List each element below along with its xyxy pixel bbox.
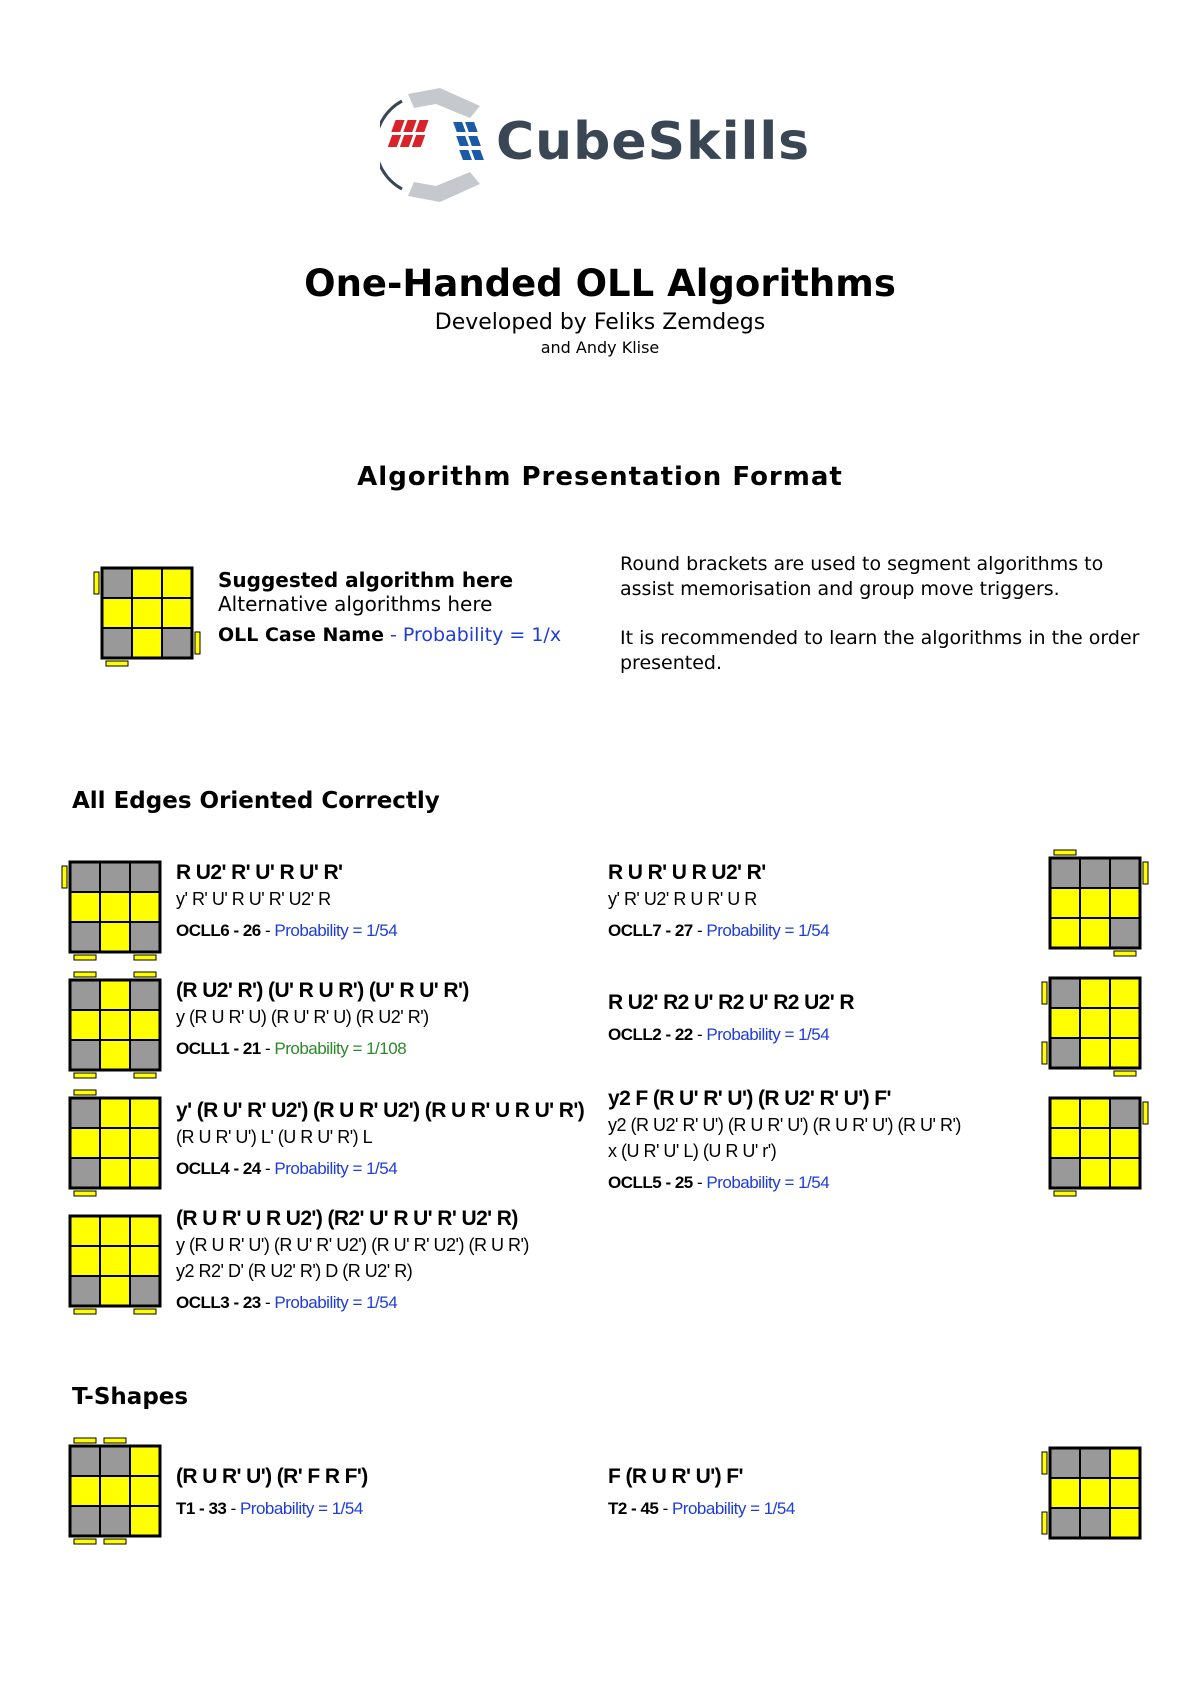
alg-alt: y (R U R' U) (R U' R' U) (R U2' R'): [176, 1007, 429, 1027]
alg-ocll6: [176, 860, 397, 944]
ocll7-diagram: [1036, 848, 1154, 960]
sticker-yellow: [100, 1040, 130, 1070]
alg-main: R U2' R' U' R U' R': [176, 861, 343, 884]
side-sticker-yellow: [62, 866, 67, 888]
sticker-yellow: [1110, 1038, 1140, 1068]
sticker-yellow: [100, 1216, 130, 1246]
page-subtitle-authors: and Andy Klise: [540, 338, 660, 357]
sticker-gray: [70, 862, 100, 892]
side-sticker-yellow: [104, 1438, 126, 1443]
alg-case-name: OCLL6 - 26: [176, 921, 261, 940]
alg-main: y2 F (R U' R' U') (R U2' R' U') F': [608, 1087, 891, 1110]
sticker-yellow: [130, 1098, 160, 1128]
logo-wordmark: CubeSkills: [496, 112, 811, 172]
alg-main: (R U R' U R U2') (R2' U' R U' R' U2' R): [176, 1207, 518, 1230]
alg-case-line: OCLL2 - 22 - Probability = 1/54: [608, 1025, 830, 1044]
alg-case-name: OCLL3 - 23: [176, 1293, 261, 1312]
sticker-gray: [70, 1158, 100, 1188]
alg-main: (R U R' U') (R' F R F'): [176, 1465, 368, 1488]
sticker-yellow: [1110, 888, 1140, 918]
sticker-yellow: [100, 1246, 130, 1276]
sticker-yellow: [100, 892, 130, 922]
sticker-gray: [1080, 858, 1110, 888]
section-tshapes-heading: T-Shapes: [72, 1384, 189, 1410]
ocll1-diagram: [56, 970, 174, 1082]
alg-alt: x (U R' U' L) (U R U' r'): [608, 1141, 777, 1161]
alg-ocll2: [608, 990, 854, 1048]
sticker-yellow: [130, 1128, 160, 1158]
alg-t1: [176, 1464, 368, 1522]
sticker-gray: [1080, 1448, 1110, 1478]
sticker-gray: [130, 922, 160, 952]
sticker-gray: [1110, 918, 1140, 948]
alg-main: F (R U R' U') F': [608, 1465, 743, 1488]
alg-case-name: OCLL4 - 24: [176, 1159, 261, 1178]
alg-case-line: OCLL6 - 26 - Probability = 1/54: [176, 921, 398, 940]
sticker-gray: [70, 1446, 100, 1476]
sticker-yellow: [1110, 1508, 1140, 1538]
sticker-yellow: [1110, 1158, 1140, 1188]
sticker-yellow: [70, 892, 100, 922]
sticker-yellow: [1050, 1478, 1080, 1508]
sticker-gray: [102, 628, 132, 658]
alg-main: R U2' R2 U' R2 U' R2 U2' R: [608, 991, 854, 1014]
sticker-gray: [1050, 978, 1080, 1008]
alg-ocll1: [176, 978, 469, 1062]
sticker-yellow: [1050, 1008, 1080, 1038]
alg-case-name: T1 - 33: [176, 1499, 227, 1518]
ocll6-diagram: [56, 852, 174, 964]
alg-case-line: T1 - 33 - Probability = 1/54: [176, 1499, 363, 1518]
sticker-yellow: [1080, 1098, 1110, 1128]
sticker-yellow: [132, 598, 162, 628]
sticker-yellow: [130, 892, 160, 922]
alg-t2: [608, 1464, 795, 1522]
alg-ocll3: [176, 1206, 529, 1316]
sticker-yellow: [1050, 888, 1080, 918]
sticker-gray: [130, 1040, 160, 1070]
sticker-yellow: [100, 1158, 130, 1188]
format-legend: [218, 568, 561, 646]
alg-case-name: OCLL1 - 21: [176, 1039, 261, 1058]
side-sticker-yellow: [134, 972, 156, 977]
format-heading: Algorithm Presentation Format: [357, 462, 843, 492]
alg-probability: Probability = 1/108: [274, 1039, 407, 1058]
ocll3-diagram: [56, 1206, 174, 1318]
side-sticker-yellow: [134, 1309, 156, 1314]
sticker-yellow: [1080, 978, 1110, 1008]
format-dash: -: [383, 624, 403, 646]
alg-ocll7: [608, 860, 829, 944]
side-sticker-yellow: [1114, 1071, 1136, 1076]
sticker-gray: [102, 568, 132, 598]
side-sticker-yellow: [106, 661, 128, 666]
sticker-yellow: [132, 568, 162, 598]
sticker-yellow: [1080, 1038, 1110, 1068]
sticker-yellow: [162, 598, 192, 628]
alg-case-line: OCLL4 - 24 - Probability = 1/54: [176, 1159, 398, 1178]
alg-ocll5: [608, 1086, 961, 1196]
sticker-gray: [70, 922, 100, 952]
side-sticker-yellow: [1054, 1191, 1076, 1196]
sticker-yellow: [100, 1098, 130, 1128]
alg-case-name: OCLL2 - 22: [608, 1025, 693, 1044]
sticker-gray: [70, 1098, 100, 1128]
alg-case-line: OCLL3 - 23 - Probability = 1/54: [176, 1293, 398, 1312]
sticker-gray: [100, 1506, 130, 1536]
sticker-yellow: [1110, 1128, 1140, 1158]
sticker-gray: [130, 980, 160, 1010]
sticker-gray: [1050, 1038, 1080, 1068]
side-sticker-yellow: [104, 1539, 126, 1544]
side-sticker-yellow: [1042, 982, 1047, 1004]
sticker-gray: [70, 1040, 100, 1070]
side-sticker-yellow: [94, 572, 99, 594]
sticker-gray: [70, 1506, 100, 1536]
sticker-yellow: [70, 1128, 100, 1158]
sticker-yellow: [70, 1476, 100, 1506]
sticker-gray: [100, 1446, 130, 1476]
alg-probability: Probability = 1/54: [706, 1025, 830, 1044]
side-sticker-yellow: [74, 1073, 96, 1078]
sticker-gray: [130, 1276, 160, 1306]
side-sticker-yellow: [74, 1090, 96, 1095]
sticker-gray: [1080, 1508, 1110, 1538]
alg-probability: Probability = 1/54: [671, 1499, 795, 1518]
sticker-yellow: [1080, 1008, 1110, 1038]
side-sticker-yellow: [74, 1539, 96, 1544]
sticker-yellow: [100, 1128, 130, 1158]
sticker-yellow: [100, 1276, 130, 1306]
sticker-gray: [1050, 1448, 1080, 1478]
side-sticker-yellow: [1114, 951, 1136, 956]
format-probability: Probability = 1/x: [402, 624, 562, 646]
side-sticker-yellow: [1042, 1042, 1047, 1064]
alg-alt: y' R' U2' R U R' U R: [608, 889, 757, 909]
sticker-yellow: [1080, 918, 1110, 948]
side-sticker-yellow: [1143, 862, 1148, 884]
sticker-yellow: [130, 1010, 160, 1040]
sticker-yellow: [1080, 888, 1110, 918]
sticker-yellow: [1050, 918, 1080, 948]
sticker-yellow: [1050, 1128, 1080, 1158]
sticker-yellow: [1110, 978, 1140, 1008]
side-sticker-yellow: [74, 972, 96, 977]
ocll5-diagram: [1036, 1088, 1154, 1200]
side-sticker-yellow: [1143, 1102, 1148, 1124]
side-sticker-yellow: [195, 632, 200, 654]
sticker-yellow: [1080, 1478, 1110, 1508]
format-note-order: It is recommended to learn the algorithms in the order presented.: [620, 627, 1140, 674]
side-sticker-yellow: [74, 1191, 96, 1196]
sticker-gray: [70, 980, 100, 1010]
alg-probability: Probability = 1/54: [706, 1173, 830, 1192]
format-alternative: Alternative algorithms here: [218, 592, 493, 616]
sticker-yellow: [130, 1506, 160, 1536]
sticker-gray: [130, 862, 160, 892]
sticker-gray: [1050, 858, 1080, 888]
format-suggested: Suggested algorithm here: [218, 568, 514, 592]
sticker-yellow: [1050, 1098, 1080, 1128]
ocll4-diagram: [56, 1088, 174, 1200]
side-sticker-yellow: [74, 955, 96, 960]
format-case-line: [218, 624, 561, 646]
sticker-yellow: [100, 980, 130, 1010]
sticker-yellow: [130, 1476, 160, 1506]
sticker-yellow: [130, 1158, 160, 1188]
sticker-yellow: [1080, 1158, 1110, 1188]
page-subtitle: Developed by Feliks Zemdegs: [434, 310, 766, 335]
sticker-yellow: [130, 1446, 160, 1476]
alg-main: (R U2' R') (U' R U R') (U' R U' R'): [176, 979, 469, 1002]
sticker-yellow: [130, 1246, 160, 1276]
sticker-gray: [162, 628, 192, 658]
sticker-yellow: [70, 1216, 100, 1246]
sticker-yellow: [162, 568, 192, 598]
side-sticker-yellow: [1042, 1452, 1047, 1474]
sticker-yellow: [70, 1010, 100, 1040]
sticker-yellow: [70, 1246, 100, 1276]
alg-main: y' (R U' R' U2') (R U R' U2') (R U R' U R U' R'): [176, 1099, 585, 1122]
alg-case-line: OCLL5 - 25 - Probability = 1/54: [608, 1173, 830, 1192]
alg-case-line: OCLL7 - 27 - Probability = 1/54: [608, 921, 830, 940]
t2-diagram: [1036, 1438, 1154, 1550]
page-title: One-Handed OLL Algorithms: [304, 262, 896, 305]
alg-probability: Probability = 1/54: [706, 921, 830, 940]
alg-main: R U R' U R U2' R': [608, 861, 766, 884]
format-note-brackets: Round brackets are used to segment algorithms to assist memorisation and group move triggers.: [620, 553, 1104, 600]
alg-case-name: OCLL5 - 25: [608, 1173, 693, 1192]
format-case-name: OLL Case Name: [218, 624, 384, 646]
side-sticker-yellow: [134, 1073, 156, 1078]
alg-probability: Probability = 1/54: [274, 1293, 398, 1312]
alg-case-line: OCLL1 - 21 - Probability = 1/108: [176, 1039, 407, 1058]
side-sticker-yellow: [1054, 850, 1076, 855]
alg-case-name: T2 - 45: [608, 1499, 659, 1518]
alg-probability: Probability = 1/54: [274, 921, 398, 940]
alg-alt: y' R' U' R U' R' U2' R: [176, 889, 331, 909]
sticker-yellow: [100, 1010, 130, 1040]
side-sticker-yellow: [74, 1438, 96, 1443]
sticker-yellow: [1110, 1448, 1140, 1478]
alg-probability: Probability = 1/54: [274, 1159, 398, 1178]
logo-mark: [380, 88, 484, 202]
sticker-yellow: [130, 1216, 160, 1246]
side-sticker-yellow: [74, 1309, 96, 1314]
alg-alt: y2 (R U2' R' U') (R U R' U') (R U R' U') (R U' R'): [608, 1115, 961, 1135]
ocll2-diagram: [1036, 968, 1154, 1080]
sticker-yellow: [1080, 1128, 1110, 1158]
alg-case-name: OCLL7 - 27: [608, 921, 693, 940]
alg-ocll4: [176, 1098, 584, 1182]
sticker-gray: [70, 1276, 100, 1306]
alg-alt: (R U R' U') L' (U R U' R') L: [176, 1127, 373, 1147]
sticker-gray: [1050, 1158, 1080, 1188]
side-sticker-yellow: [1042, 1512, 1047, 1534]
side-sticker-yellow: [134, 955, 156, 960]
section-edges-heading: All Edges Oriented Correctly: [72, 788, 440, 814]
alg-alt: y2 R2' D' (R U2' R') D (R U2' R): [176, 1261, 413, 1281]
sticker-yellow: [100, 1476, 130, 1506]
t1-diagram: [56, 1436, 174, 1548]
alg-probability: Probability = 1/54: [239, 1499, 363, 1518]
sticker-gray: [100, 862, 130, 892]
sticker-yellow: [102, 598, 132, 628]
sticker-yellow: [100, 922, 130, 952]
sticker-gray: [1050, 1508, 1080, 1538]
alg-alt: y (R U R' U') (R U' R' U2') (R U' R' U2') (R U R'): [176, 1235, 529, 1255]
sticker-gray: [1110, 1098, 1140, 1128]
sticker-yellow: [1110, 1478, 1140, 1508]
format-diagram: [88, 558, 206, 670]
sticker-gray: [1110, 858, 1140, 888]
alg-case-line: T2 - 45 - Probability = 1/54: [608, 1499, 795, 1518]
sticker-yellow: [1110, 1008, 1140, 1038]
sticker-yellow: [132, 628, 162, 658]
